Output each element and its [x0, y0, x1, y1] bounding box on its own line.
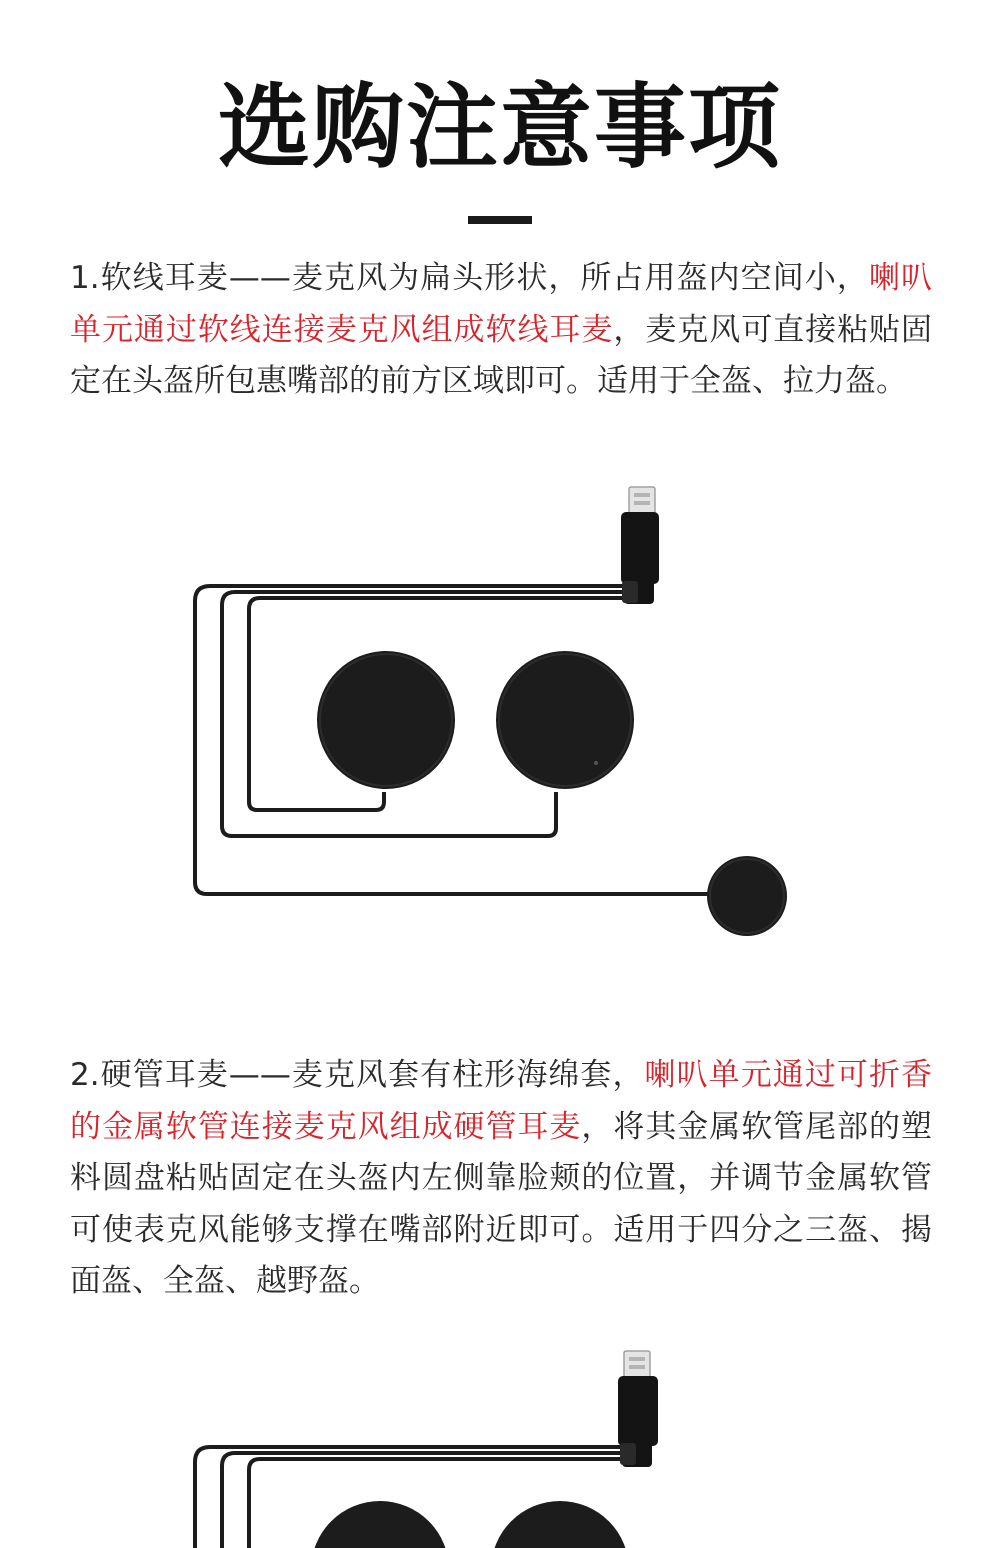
speakers [317, 651, 634, 789]
section2-rest: ，将其金属软管尾部的塑料圆盘粘贴固定在头盔内左侧靠脸颊的位置，并调节金属软管可使表克风能够支撑在嘴部附近即可。适用于四分之三盔、揭面盔、全盔、越野盔。 [70, 1108, 933, 1299]
soft-wire-headset-image [0, 480, 1000, 950]
mic-cable [195, 586, 712, 894]
usb-plug [621, 487, 659, 604]
section1-highlight: 喇叭单元通过软线连接麦克风组成软线耳麦 [70, 260, 933, 348]
hard-tube-headset-illustration [0, 1345, 1000, 1548]
usb-plug [618, 1351, 658, 1467]
section2-intro: 2.硬管耳麦——麦克风套有柱形海绵套， [70, 1057, 645, 1093]
section2-highlight: 喇叭单元通过可折香的金属软管连接麦克风组成硬管耳麦 [70, 1057, 933, 1145]
page-title: 选购注意事项 [217, 74, 782, 181]
soft-wire-headset-illustration [0, 480, 1000, 950]
hard-tube-headset-image [0, 1345, 1000, 1548]
speakers [311, 1501, 629, 1548]
microphone [707, 856, 787, 936]
title-divider [468, 216, 532, 224]
section1-intro: 1.软线耳麦——麦克风为扁头形状，所占用盔内空间小， [70, 260, 869, 296]
section1-text [70, 253, 932, 408]
section2-text [70, 1050, 932, 1308]
section1-rest: ，麦克风可直接粘贴固定在头盔所包惠嘴部的前方区域即可。适用于全盔、拉力盔。 [70, 311, 933, 399]
